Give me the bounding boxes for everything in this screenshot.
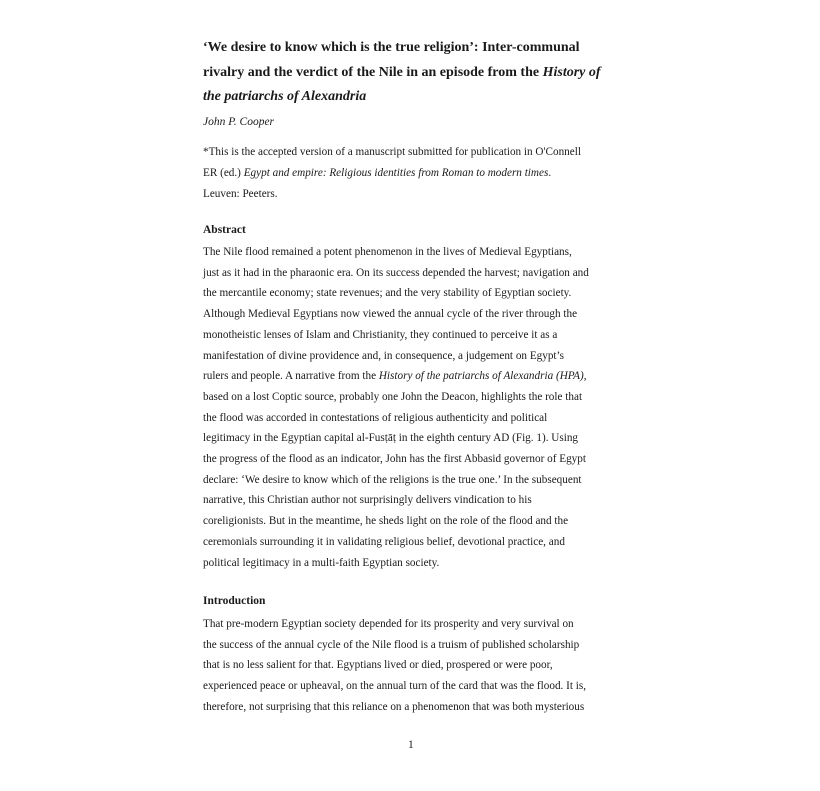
title-line-2: rivalry and the verdict of the Nile in an episode from the History of	[203, 64, 601, 80]
abstract-line: the mercantile economy; state revenues; and the very stability of Egyptian society.	[203, 287, 572, 300]
abstract-line: narrative, this Christian author not surprisingly delivers vindication to his	[203, 494, 532, 507]
note-line-1: *This is the accepted version of a manuscript submitted for publication in O'Connell	[203, 146, 581, 158]
abstract-line: Although Medieval Egyptians now viewed the annual cycle of the river through the	[203, 308, 578, 321]
title-italic-fragment: History of	[542, 64, 601, 80]
introduction-heading: Introduction	[203, 595, 266, 607]
page-number: 1	[408, 739, 414, 751]
note-line-3: Leuven: Peeters.	[203, 188, 278, 200]
abstract-line: ceremonials surrounding it in validating religious belief, devotional practice, and	[203, 535, 565, 548]
abstract-line: legitimacy in the Egyptian capital al-Fusṭāṭ in the eighth century AD (Fig. 1). Using	[203, 432, 579, 445]
publication-note	[203, 142, 623, 205]
intro-line: the success of the annual cycle of the Nile flood is a truism of published scholarship	[203, 638, 580, 651]
abstract-line: coreligionists. But in the meantime, he sheds light on the role of the flood and the	[203, 515, 569, 528]
author-name: John P. Cooper	[203, 116, 275, 128]
intro-line: experienced peace or upheaval, on the annual turn of the card that was the flood. It is,	[203, 680, 587, 693]
title-line-1: ‘We desire to know which is the true religion’: Inter-communal	[203, 40, 580, 55]
abstract-line: rulers and people. A narrative from the History of the patriarchs of Alexandria (HPA),	[203, 370, 587, 383]
abstract-line: declare: ‘We desire to know which of the religions is the true one.’ In the subsequent	[203, 473, 582, 486]
intro-line: that is no less salient for that. Egyptians lived or died, prospered or were poor,	[203, 659, 553, 672]
paper-title	[203, 36, 633, 110]
intro-line: That pre-modern Egyptian society depended for its prosperity and very survival on	[203, 618, 574, 630]
abstract-line: the progress of the flood as an indicator, John has the first Abbasid governor of Egypt	[203, 453, 586, 466]
abstract-line: political legitimacy in a multi-faith Egyptian society.	[203, 556, 440, 569]
intro-line: therefore, not surprising that this reliance on a phenomenon that was both mysterious	[203, 700, 585, 713]
abstract-line: monotheistic lenses of Islam and Christianity, they continued to perceive it as a	[203, 328, 558, 341]
introduction-body	[203, 614, 623, 718]
book-title: Egypt and empire: Religious identities from Roman to modern times	[243, 167, 549, 179]
note-line-2: ER (ed.) Egypt and empire: Religious identities from Roman to modern times.	[203, 167, 552, 179]
abstract-line: just as it had in the pharaonic era. On its success depended the harvest; navigation and	[203, 266, 589, 279]
abstract-heading: Abstract	[203, 224, 246, 236]
abstract-line: based on a lost Coptic source, probably one John the Deacon, highlights the role that	[203, 390, 583, 403]
hpa-title: History of the patriarchs of Alexandria (HPA)	[378, 370, 584, 383]
abstract-line: The Nile flood remained a potent phenomenon in the lives of Medieval Egyptians,	[203, 246, 572, 258]
abstract-line: manifestation of divine providence and, in consequence, a judgement on Egypt’s	[203, 349, 565, 362]
abstract-body	[203, 242, 623, 573]
abstract-line: the flood was accorded in contestations of religious authenticity and political	[203, 411, 548, 424]
title-line-3: the patriarchs of Alexandria	[203, 89, 367, 104]
